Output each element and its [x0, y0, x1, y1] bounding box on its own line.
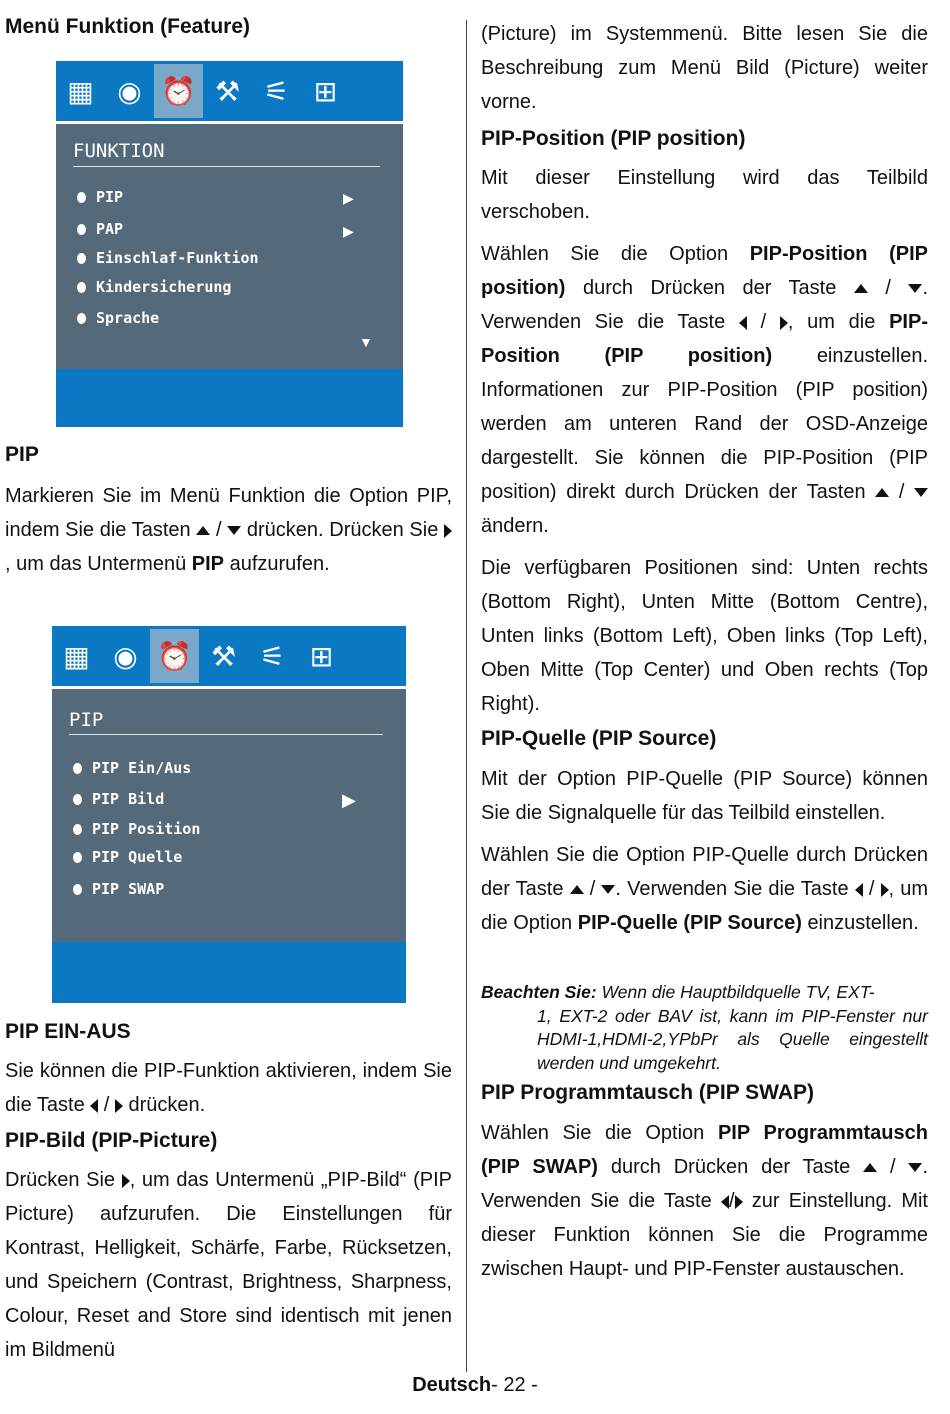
connector-icon: ⚟	[263, 75, 290, 107]
note-text: 1, EXT-2 oder BAV ist, kann im PIP-Fenster nur HDMI-1,HDMI-2,YPbPr als Quelle eingestellt werden und umgekehrt.	[537, 1005, 928, 1073]
menu-item-pip-source[interactable]: PIP Quelle	[73, 848, 182, 866]
submenu-arrow-icon: ▶	[343, 223, 354, 239]
paragraph-swap: Wählen Sie die Option PIP Programmtausch (PIP SWAP) durch Drücken der Taste / . Verwenden Sie die Taste / zur Einstellung. Mit dieser Funktion können Sie die Programme zwischen Haupt- und PIP-Fenster austauschen.	[481, 1122, 929, 1280]
arrow-down-icon	[908, 1163, 922, 1172]
paragraph-source-intro: Mit der Option PIP-Quelle (PIP Source) können Sie die Signalquelle für das Teilbild einstellen.	[481, 768, 928, 824]
paragraph-source-usage: Wählen Sie die Option PIP-Quelle durch Drücken der Taste / . Verwenden Sie die Taste / , um die Option PIP-Quelle (PIP Source) einzustellen.	[481, 844, 928, 934]
paragraph-continued: (Picture) im Systemmenü. Bitte lesen Sie die Beschreibung zum Menü Bild (Picture) weiter vorne.	[481, 23, 928, 113]
menu-item-pip[interactable]: PIP	[77, 188, 123, 206]
arrow-up-icon	[863, 1163, 877, 1172]
arrow-left-icon	[739, 316, 747, 330]
tv-icon: ▦	[63, 640, 90, 672]
paragraph-positions-available: Die verfügbaren Positionen sind: Unten rechts (Bottom Right), Unten Mitte (Bottom Centre), Unten links (Bottom Left), Oben links (Top Left), Oben Mitte (Top Center) und Oben rechts (Top Right).	[481, 557, 928, 715]
arrow-right-icon	[881, 883, 889, 897]
menu-item-pip-swap[interactable]: PIP SWAP	[73, 880, 164, 898]
speaker-icon: ◉	[117, 75, 142, 107]
osd-menu-funktion	[56, 61, 403, 427]
paragraph-pip-bild: Drücken Sie , um das Untermenü „PIP-Bild“ (PIP Picture) aufzurufen. Die Einstellungen für Kontrast, Helligkeit, Schärfe, Farbe, Rücksetzen, und Speichern (Contrast, Brightness, Sharpness, Colour, Reset and Store sind identisch mit jenen im Bildmenü	[5, 1169, 452, 1361]
page-number: - 22 -	[491, 1374, 538, 1396]
menu-icon-bar	[52, 626, 406, 686]
arrow-up-icon	[875, 488, 889, 497]
arrow-right-icon	[115, 1099, 123, 1113]
menu-panel	[52, 689, 406, 942]
paragraph-pip-ein-aus: Sie können die PIP-Funktion aktivieren, indem Sie die Taste / drücken.	[5, 1060, 452, 1116]
arrow-up-icon	[196, 526, 210, 535]
heading-pip-source: PIP-Quelle (PIP Source)	[481, 727, 717, 750]
column-divider	[466, 20, 467, 1372]
submenu-arrow-icon: ▶	[342, 790, 356, 810]
title-underline	[69, 734, 383, 735]
heading-pip-position: PIP-Position (PIP position)	[481, 127, 746, 150]
menu-bottom-bar	[52, 942, 406, 1003]
heading-pip: PIP	[5, 443, 39, 466]
menu-panel	[56, 124, 403, 369]
arrow-right-icon	[444, 524, 452, 538]
arrow-down-icon	[601, 885, 615, 894]
scroll-down-arrow-icon[interactable]: ▼	[359, 334, 373, 350]
connector-icon: ⚟	[259, 640, 286, 672]
toolbox-icon: ⚒	[210, 640, 237, 672]
arrow-right-icon	[735, 1195, 743, 1209]
menu-icon-bar	[56, 61, 403, 121]
menu-item-sleep-timer[interactable]: Einschlaf-Funktion	[77, 249, 259, 267]
submenu-arrow-icon: ▶	[343, 190, 354, 206]
menu-item-pip-picture[interactable]: PIP Bild	[73, 790, 164, 808]
paragraph-pip: Markieren Sie im Menü Funktion die Option PIP, indem Sie die Tasten / drücken. Drücken Sie , um das Untermenü PIP aufzurufen.	[5, 485, 452, 575]
paragraph-position-intro: Mit dieser Einstellung wird das Teilbild verschoben.	[481, 167, 928, 223]
menu-item-pip-position[interactable]: PIP Position	[73, 820, 200, 838]
osd-menu-pip	[52, 626, 406, 1003]
tv-icon: ▦	[67, 75, 94, 107]
toolbox-icon: ⚒	[214, 75, 241, 107]
section-title-feature-menu: Menü Funktion (Feature)	[5, 15, 250, 38]
arrow-right-icon	[122, 1174, 130, 1188]
alarm-clock-icon: ⏰	[150, 629, 199, 683]
heading-pip-bild: PIP-Bild (PIP-Picture)	[5, 1129, 218, 1152]
menu-bottom-bar	[56, 369, 403, 427]
menu-item-language[interactable]: Sprache	[77, 309, 159, 327]
note-box: Beachten Sie: Wenn die Hauptbildquelle TV, EXT- 1, EXT-2 oder BAV ist, kann im PIP-Fenster nur HDMI-1,HDMI-2,YPbPr als Quelle eingestellt werden und umgekehrt.	[481, 981, 928, 1075]
page-footer	[0, 1374, 950, 1397]
note-label: Beachten Sie:	[481, 982, 597, 1002]
speaker-icon: ◉	[113, 640, 138, 672]
menu-panel-title: PIP	[69, 709, 104, 731]
menu-item-pip-on-off[interactable]: PIP Ein/Aus	[73, 759, 191, 777]
alarm-clock-icon: ⏰	[154, 64, 203, 118]
arrow-left-icon	[90, 1099, 98, 1113]
heading-pip-ein-aus: PIP EIN-AUS	[5, 1020, 131, 1043]
paragraph-position-usage: Wählen Sie die Option PIP-Position (PIP position) durch Drücken der Taste / . Verwenden Sie die Taste / , um die PIP-Position (PIP position) einzustellen. Informationen zur PIP-Position (PIP position) werden am unteren Rand der OSD-Anzeige dargestellt. Sie können die PIP-Position (PIP position) direkt durch Drücken der Tasten / ändern.	[481, 243, 928, 537]
title-underline	[73, 166, 380, 167]
arrow-down-icon	[914, 488, 928, 497]
arrow-left-icon	[855, 883, 863, 897]
heading-pip-swap: PIP Programmtausch (PIP SWAP)	[481, 1081, 814, 1104]
arrow-left-icon	[721, 1195, 729, 1209]
menu-item-pap[interactable]: PAP	[77, 220, 123, 238]
grid-screen-icon: ⊞	[313, 75, 338, 107]
menu-item-child-lock[interactable]: Kindersicherung	[77, 278, 231, 296]
arrow-up-icon	[570, 885, 584, 894]
arrow-right-icon	[780, 316, 788, 330]
arrow-down-icon	[227, 526, 241, 535]
menu-panel-title: FUNKTION	[73, 140, 165, 162]
footer-language: Deutsch	[412, 1374, 492, 1396]
arrow-down-icon	[908, 284, 922, 293]
arrow-up-icon	[854, 284, 868, 293]
grid-screen-icon: ⊞	[309, 640, 334, 672]
